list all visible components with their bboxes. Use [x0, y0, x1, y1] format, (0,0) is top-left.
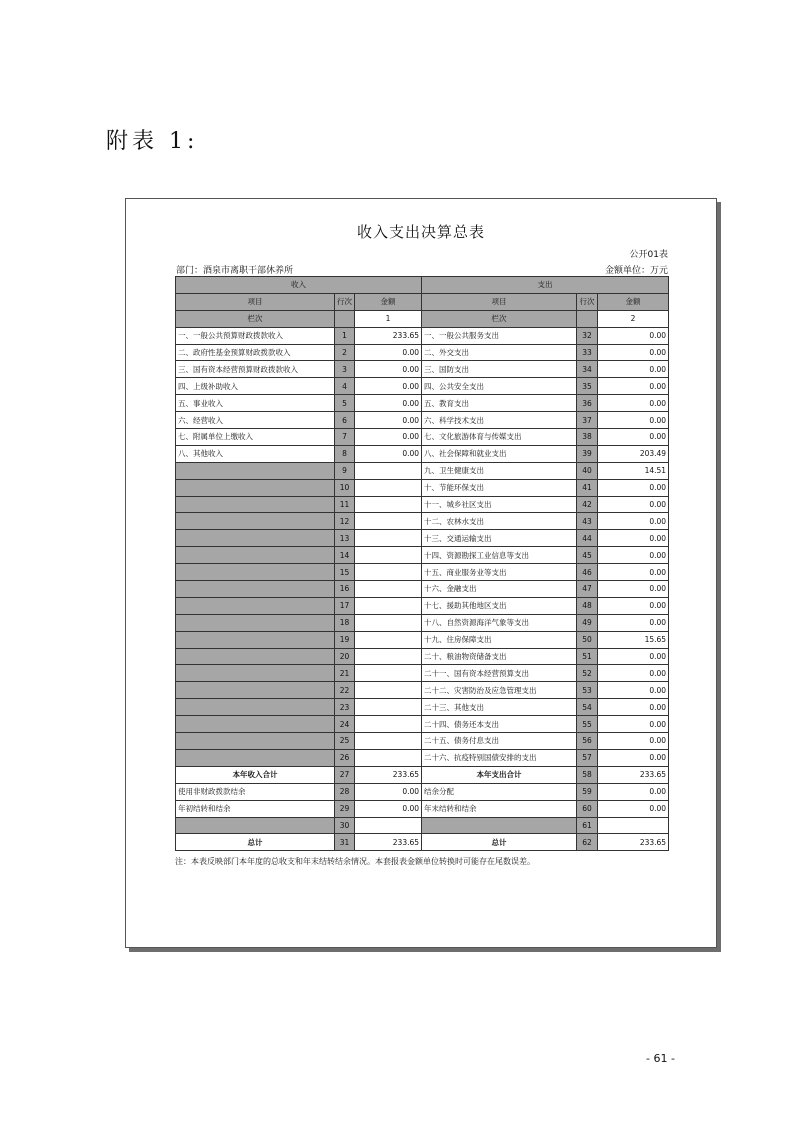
- expense-amount-cell: 203.49: [598, 445, 669, 462]
- income-amount-cell: [355, 749, 422, 766]
- expense-amount-cell: 0.00: [598, 479, 669, 496]
- expense-amount-cell: 0.00: [598, 513, 669, 530]
- expense-line-cell: 41: [577, 479, 598, 496]
- expense-amount-cell: 0.00: [598, 597, 669, 614]
- column-header-row: [176, 293, 669, 310]
- income-item-cell: [176, 597, 335, 614]
- expense-line-cell: 32: [577, 327, 598, 344]
- income-amount-cell: [355, 733, 422, 750]
- income-line-cell: 26: [335, 749, 355, 766]
- income-item-cell: [176, 496, 335, 513]
- form-number: 公开01表: [629, 250, 668, 260]
- income-column-index: 1: [355, 310, 422, 327]
- income-item-cell: [176, 699, 335, 716]
- table-row: [176, 817, 669, 834]
- income-amount-cell: [355, 479, 422, 496]
- income-amount-cell: [355, 817, 422, 834]
- income-amount-cell: 233.65: [355, 327, 422, 344]
- expense-item-cell: 二、外交支出: [422, 344, 577, 361]
- expense-amount-cell: 0.00: [598, 699, 669, 716]
- income-item-cell: [176, 462, 335, 479]
- expense-line-cell: 50: [577, 631, 598, 648]
- expense-item-cell: 二十二、灾害防治及应急管理支出: [422, 682, 577, 699]
- income-item-cell: [176, 530, 335, 547]
- income-line-cell: 23: [335, 699, 355, 716]
- table-row: [176, 766, 669, 783]
- income-amount-header: 金额: [355, 293, 422, 310]
- expense-item-cell: 十六、金融支出: [422, 581, 577, 598]
- table-row: [176, 800, 669, 817]
- table-row: [176, 564, 669, 581]
- income-item-cell: 四、上级补助收入: [176, 378, 335, 395]
- income-line-cell: 24: [335, 716, 355, 733]
- expense-amount-cell: 0.00: [598, 361, 669, 378]
- table-row: [176, 378, 669, 395]
- table-row: [176, 327, 669, 344]
- income-item-cell: 使用非财政拨款结余: [176, 783, 335, 800]
- income-line-cell: 8: [335, 445, 355, 462]
- expense-item-cell: 九、卫生健康支出: [422, 462, 577, 479]
- table-row: [176, 682, 669, 699]
- table-row: [176, 513, 669, 530]
- expense-item-cell: 十、节能环保支出: [422, 479, 577, 496]
- expense-item-cell: 四、公共安全支出: [422, 378, 577, 395]
- expense-line-cell: 46: [577, 564, 598, 581]
- table-row: [176, 716, 669, 733]
- income-amount-cell: 0.00: [355, 395, 422, 412]
- expense-item-cell: 五、教育支出: [422, 395, 577, 412]
- expense-item-cell: 结余分配: [422, 783, 577, 800]
- expense-amount-cell: 0.00: [598, 412, 669, 429]
- expense-item-cell: 十五、商业服务业等支出: [422, 564, 577, 581]
- income-line-cell: 19: [335, 631, 355, 648]
- expense-item-cell: 二十、粮油物资储备支出: [422, 648, 577, 665]
- amount-unit-label: 金额单位：万元: [604, 266, 668, 276]
- income-line-cell: 18: [335, 614, 355, 631]
- table-row: [176, 412, 669, 429]
- income-amount-cell: [355, 716, 422, 733]
- income-line-cell: 29: [335, 800, 355, 817]
- expense-amount-cell: 0.00: [598, 665, 669, 682]
- table-row: [176, 699, 669, 716]
- column-index-row: [176, 310, 669, 327]
- income-amount-cell: [355, 496, 422, 513]
- page-number: - 61 -: [646, 1052, 675, 1065]
- income-amount-cell: 233.65: [355, 834, 422, 851]
- expense-amount-header: 金额: [598, 293, 669, 310]
- expense-amount-cell: 0.00: [598, 327, 669, 344]
- table-row: [176, 733, 669, 750]
- income-line-cell: 14: [335, 547, 355, 564]
- income-line-cell: 3: [335, 361, 355, 378]
- expense-item-cell: 六、科学技术支出: [422, 412, 577, 429]
- expense-line-cell: 38: [577, 429, 598, 446]
- expense-line-cell: 52: [577, 665, 598, 682]
- income-line-cell: 5: [335, 395, 355, 412]
- expense-item-cell: 二十四、债务还本支出: [422, 716, 577, 733]
- expense-line-cell: 45: [577, 547, 598, 564]
- expense-item-cell: 二十一、国有资本经营预算支出: [422, 665, 577, 682]
- section-header-row: [176, 277, 669, 294]
- income-amount-cell: 233.65: [355, 766, 422, 783]
- expense-line-cell: 58: [577, 766, 598, 783]
- income-item-cell: [176, 547, 335, 564]
- income-item-cell: 八、其他收入: [176, 445, 335, 462]
- income-amount-cell: 0.00: [355, 445, 422, 462]
- expense-amount-cell: 0.00: [598, 344, 669, 361]
- appendix-heading: 附表 1:: [106, 129, 199, 154]
- expense-line-cell: 42: [577, 496, 598, 513]
- income-amount-cell: [355, 547, 422, 564]
- expense-line-cell: 34: [577, 361, 598, 378]
- income-item-cell: [176, 564, 335, 581]
- income-line-cell: 16: [335, 581, 355, 598]
- income-section-header: 收入: [176, 277, 422, 294]
- table-row: [176, 783, 669, 800]
- income-item-cell: [176, 648, 335, 665]
- expense-lanci-label: 栏次: [422, 310, 577, 327]
- expense-line-cell: 36: [577, 395, 598, 412]
- income-line-cell: 9: [335, 462, 355, 479]
- income-amount-cell: [355, 530, 422, 547]
- expense-amount-cell: 0.00: [598, 614, 669, 631]
- expense-item-cell: 十四、资源勘探工业信息等支出: [422, 547, 577, 564]
- income-item-cell: [176, 614, 335, 631]
- expense-item-cell: 二十六、抗疫特别国债安排的支出: [422, 749, 577, 766]
- expense-item-cell: 总计: [422, 834, 577, 851]
- expense-amount-cell: 233.65: [598, 766, 669, 783]
- income-line-header: 行次: [335, 293, 355, 310]
- income-amount-cell: [355, 581, 422, 598]
- expense-line-cell: 55: [577, 716, 598, 733]
- income-item-cell: [176, 716, 335, 733]
- expense-amount-cell: 0.00: [598, 547, 669, 564]
- table-row: [176, 530, 669, 547]
- report-title: 收入支出决算总表: [356, 223, 485, 241]
- income-lanci-label: 栏次: [176, 310, 335, 327]
- table-row: [176, 547, 669, 564]
- expense-line-cell: 56: [577, 733, 598, 750]
- income-amount-cell: [355, 513, 422, 530]
- expense-line-cell: 60: [577, 800, 598, 817]
- income-line-cell: 10: [335, 479, 355, 496]
- expense-amount-cell: 233.65: [598, 834, 669, 851]
- income-item-cell: 一、一般公共预算财政拨款收入: [176, 327, 335, 344]
- expense-line-cell: 61: [577, 817, 598, 834]
- income-amount-cell: [355, 699, 422, 716]
- income-line-cell: 11: [335, 496, 355, 513]
- income-amount-cell: [355, 631, 422, 648]
- expense-item-cell: 年末结转和结余: [422, 800, 577, 817]
- income-expense-table: [175, 276, 669, 851]
- expense-amount-cell: 0.00: [598, 564, 669, 581]
- income-line-cell: 1: [335, 327, 355, 344]
- income-line-cell: 4: [335, 378, 355, 395]
- income-line-cell: 28: [335, 783, 355, 800]
- table-row: [176, 749, 669, 766]
- expense-line-header: 行次: [577, 293, 598, 310]
- expense-line-cell: 53: [577, 682, 598, 699]
- income-line-cell: 22: [335, 682, 355, 699]
- table-row: [176, 631, 669, 648]
- expense-amount-cell: 0.00: [598, 429, 669, 446]
- table-row: [176, 479, 669, 496]
- income-item-cell: 三、国有资本经营预算财政拨款收入: [176, 361, 335, 378]
- expense-amount-cell: 14.51: [598, 462, 669, 479]
- income-amount-cell: [355, 462, 422, 479]
- income-item-cell: 七、附属单位上缴收入: [176, 429, 335, 446]
- table-row: [176, 429, 669, 446]
- income-amount-cell: [355, 682, 422, 699]
- income-line-cell: 20: [335, 648, 355, 665]
- expense-amount-cell: 0.00: [598, 733, 669, 750]
- expense-line-cell: 51: [577, 648, 598, 665]
- expense-line-cell: 33: [577, 344, 598, 361]
- table-row: [176, 361, 669, 378]
- expense-amount-cell: 0.00: [598, 395, 669, 412]
- expense-amount-cell: 0.00: [598, 496, 669, 513]
- expense-amount-cell: [598, 817, 669, 834]
- expense-item-cell: [422, 817, 577, 834]
- expense-line-cell: 47: [577, 581, 598, 598]
- expense-item-cell: 二十五、债务付息支出: [422, 733, 577, 750]
- expense-item-header: 项目: [422, 293, 577, 310]
- expense-amount-cell: 0.00: [598, 530, 669, 547]
- department-label: 部门：酒泉市离职干部休养所: [176, 266, 294, 276]
- income-line-cell: 15: [335, 564, 355, 581]
- expense-item-cell: 七、文化旅游体育与传媒支出: [422, 429, 577, 446]
- income-item-cell: 六、经营收入: [176, 412, 335, 429]
- expense-amount-cell: 0.00: [598, 682, 669, 699]
- expense-amount-cell: 0.00: [598, 749, 669, 766]
- expense-item-cell: 本年支出合计: [422, 766, 577, 783]
- income-item-cell: [176, 479, 335, 496]
- income-item-cell: [176, 513, 335, 530]
- expense-column-index: 2: [598, 310, 669, 327]
- expense-item-cell: 十一、城乡社区支出: [422, 496, 577, 513]
- table-row: [176, 395, 669, 412]
- expense-item-cell: 十二、农林水支出: [422, 513, 577, 530]
- table-row: [176, 496, 669, 513]
- income-item-cell: [176, 817, 335, 834]
- income-line-cell: 6: [335, 412, 355, 429]
- income-item-cell: 年初结转和结余: [176, 800, 335, 817]
- expense-line-cell: 35: [577, 378, 598, 395]
- income-line-cell: 21: [335, 665, 355, 682]
- income-item-cell: [176, 749, 335, 766]
- expense-amount-cell: 0.00: [598, 800, 669, 817]
- income-amount-cell: 0.00: [355, 783, 422, 800]
- expense-line-cell: 57: [577, 749, 598, 766]
- table-row: [176, 344, 669, 361]
- income-item-cell: 本年收入合计: [176, 766, 335, 783]
- income-amount-cell: [355, 597, 422, 614]
- expense-amount-cell: 0.00: [598, 648, 669, 665]
- income-item-header: 项目: [176, 293, 335, 310]
- income-line-cell: 31: [335, 834, 355, 851]
- expense-line-cell: 37: [577, 412, 598, 429]
- expense-line-cell: 62: [577, 834, 598, 851]
- expense-amount-cell: 0.00: [598, 716, 669, 733]
- expense-amount-cell: 0.00: [598, 378, 669, 395]
- income-amount-cell: 0.00: [355, 429, 422, 446]
- income-amount-cell: [355, 614, 422, 631]
- expense-line-cell: 43: [577, 513, 598, 530]
- expense-item-cell: 十三、交通运输支出: [422, 530, 577, 547]
- income-amount-cell: [355, 648, 422, 665]
- expense-index-blank: [577, 310, 598, 327]
- income-item-cell: [176, 733, 335, 750]
- table-row: [176, 834, 669, 851]
- income-line-cell: 2: [335, 344, 355, 361]
- income-line-cell: 25: [335, 733, 355, 750]
- income-line-cell: 17: [335, 597, 355, 614]
- expense-item-cell: 十八、自然资源海洋气象等支出: [422, 614, 577, 631]
- expense-item-cell: 二十三、其他支出: [422, 699, 577, 716]
- income-line-cell: 27: [335, 766, 355, 783]
- income-line-cell: 12: [335, 513, 355, 530]
- income-amount-cell: 0.00: [355, 361, 422, 378]
- income-item-cell: 总计: [176, 834, 335, 851]
- table-row: [176, 614, 669, 631]
- income-item-cell: [176, 581, 335, 598]
- income-amount-cell: [355, 564, 422, 581]
- expense-amount-cell: 15.65: [598, 631, 669, 648]
- expense-line-cell: 49: [577, 614, 598, 631]
- income-amount-cell: 0.00: [355, 412, 422, 429]
- expense-line-cell: 48: [577, 597, 598, 614]
- expense-item-cell: 十九、住房保障支出: [422, 631, 577, 648]
- expense-line-cell: 44: [577, 530, 598, 547]
- table-row: [176, 581, 669, 598]
- expense-item-cell: 八、社会保障和就业支出: [422, 445, 577, 462]
- expense-amount-cell: 0.00: [598, 581, 669, 598]
- table-row: [176, 665, 669, 682]
- expense-item-cell: 一、一般公共服务支出: [422, 327, 577, 344]
- income-amount-cell: 0.00: [355, 378, 422, 395]
- table-row: [176, 462, 669, 479]
- report-sheet: [125, 198, 717, 948]
- income-item-cell: [176, 665, 335, 682]
- income-item-cell: [176, 682, 335, 699]
- income-amount-cell: 0.00: [355, 344, 422, 361]
- income-index-blank: [335, 310, 355, 327]
- income-amount-cell: [355, 665, 422, 682]
- table-row: [176, 597, 669, 614]
- expense-line-cell: 59: [577, 783, 598, 800]
- expense-amount-cell: 0.00: [598, 783, 669, 800]
- expense-line-cell: 40: [577, 462, 598, 479]
- table-row: [176, 445, 669, 462]
- income-amount-cell: 0.00: [355, 800, 422, 817]
- expense-line-cell: 39: [577, 445, 598, 462]
- expense-line-cell: 54: [577, 699, 598, 716]
- income-line-cell: 13: [335, 530, 355, 547]
- expense-item-cell: 三、国防支出: [422, 361, 577, 378]
- footnote: 注：本表反映部门本年度的总收支和年末结转结余情况。本套报表金额单位转换时可能存在尾数误差。: [175, 857, 535, 866]
- income-line-cell: 30: [335, 817, 355, 834]
- income-line-cell: 7: [335, 429, 355, 446]
- expense-section-header: 支出: [422, 277, 669, 294]
- income-item-cell: 五、事业收入: [176, 395, 335, 412]
- expense-item-cell: 十七、援助其他地区支出: [422, 597, 577, 614]
- income-item-cell: 二、政府性基金预算财政拨款收入: [176, 344, 335, 361]
- table-row: [176, 648, 669, 665]
- income-item-cell: [176, 631, 335, 648]
